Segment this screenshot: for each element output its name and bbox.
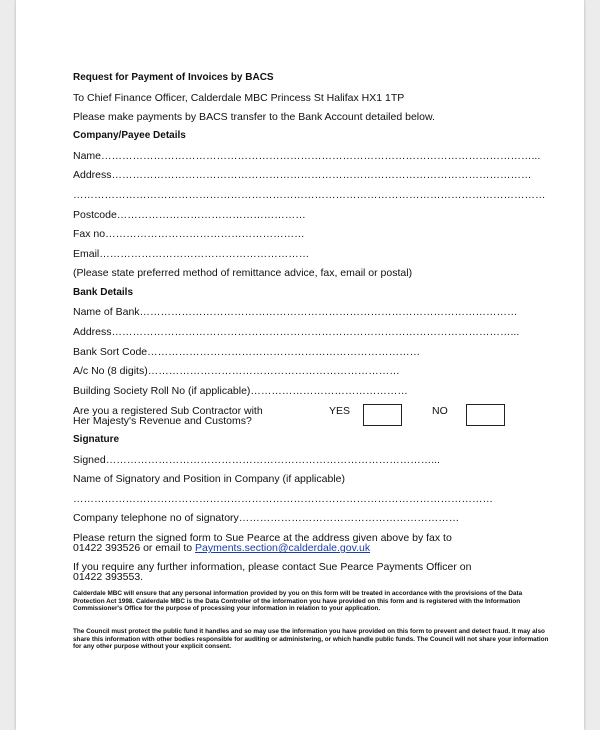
recipient-line: To Chief Finance Officer, Calderdale MBC Princess St Halifax HX1 1TP	[73, 92, 405, 104]
signatory-field[interactable]: …………………………………………………………………………………………………………	[73, 493, 493, 505]
company-details-heading: Company/Payee Details	[73, 130, 186, 141]
return-instructions-prefix: 01422 393526 or email to	[73, 542, 196, 554]
payments-email-link[interactable]: Payments.section@calderdale.gov.uk	[195, 542, 371, 554]
bank-name-field[interactable]: Name of Bank………………………………………………………………………………………………	[73, 306, 518, 318]
postcode-field[interactable]: Postcode………………………………………………	[73, 209, 306, 221]
payee-address-line-2[interactable]: ………………………………………………………………………………………………………………………	[73, 189, 546, 201]
yes-checkbox[interactable]	[363, 404, 402, 426]
subcontractor-question-line-1: Are you a registered Sub Contractor with	[73, 405, 263, 417]
no-label: NO	[432, 405, 448, 417]
account-number-field[interactable]: A/c No (8 digits)………………………………………………………………	[73, 365, 400, 377]
fax-field[interactable]: Fax no…………………………………………………	[73, 228, 305, 240]
no-checkbox[interactable]	[466, 404, 505, 426]
payee-name-field[interactable]: Name……………………………………………………………………………………………………………...	[73, 150, 541, 162]
info-line-2: 01422 393553.	[73, 571, 144, 583]
signed-field[interactable]: Signed…………………………………………………………………………………...	[73, 454, 440, 466]
signatory-label: Name of Signatory and Position in Company (if applicable)	[73, 473, 345, 485]
email-field[interactable]: Email……………………………………………………	[73, 248, 310, 260]
bank-address-field[interactable]: Address……………………………………………………………………………………………………...	[73, 326, 520, 338]
fraud-prevention-notice: The Council must protect the public fund it handles and so may use the information you have provided on this form to prevent and detect fraud. It may also share this information with other bodies responsible for auditing or administering, or which handle public funds. The Council will not share your information for any other purpose without your explicit consent.	[73, 628, 549, 651]
form-title: Request for Payment of Invoices by BACS	[73, 72, 274, 83]
signature-heading: Signature	[73, 434, 120, 445]
payee-address-field[interactable]: Address…………………………………………………………………………………………………………	[73, 169, 532, 181]
sort-code-field[interactable]: Bank Sort Code……………………………………………………………………	[73, 346, 421, 358]
form-page	[16, 0, 584, 730]
info-line-1: If you require any further information, please contact Sue Pearce Payments Officer on	[73, 561, 472, 573]
instruction-line: Please make payments by BACS transfer to the Bank Account detailed below.	[73, 111, 435, 123]
building-society-field[interactable]: Building Society Roll No (if applicable)………………………………………	[73, 385, 408, 397]
yes-label: YES	[329, 405, 351, 417]
data-protection-notice: Calderdale MBC will ensure that any personal information provided by you on this form will be treated in accordance with the provisions of the Data Protection Act 1998. Calderdale MBC is the Data Controller of the information you have provided on this form and is registered with the Information Commissioner's Office for the purpose of processing your information in relation to your application.	[73, 590, 523, 613]
remittance-note: (Please state preferred method of remittance advice, fax, email or postal)	[73, 267, 413, 279]
subcontractor-question-line-2: Her Majesty's Revenue and Customs?	[73, 415, 252, 427]
signatory-telephone-field[interactable]: Company telephone no of signatory………………………………………………………	[73, 512, 460, 524]
bank-details-heading: Bank Details	[73, 287, 134, 298]
return-instructions-line-2	[73, 542, 370, 554]
return-instructions-line-1: Please return the signed form to Sue Pearce at the address given above by fax to	[73, 532, 452, 544]
